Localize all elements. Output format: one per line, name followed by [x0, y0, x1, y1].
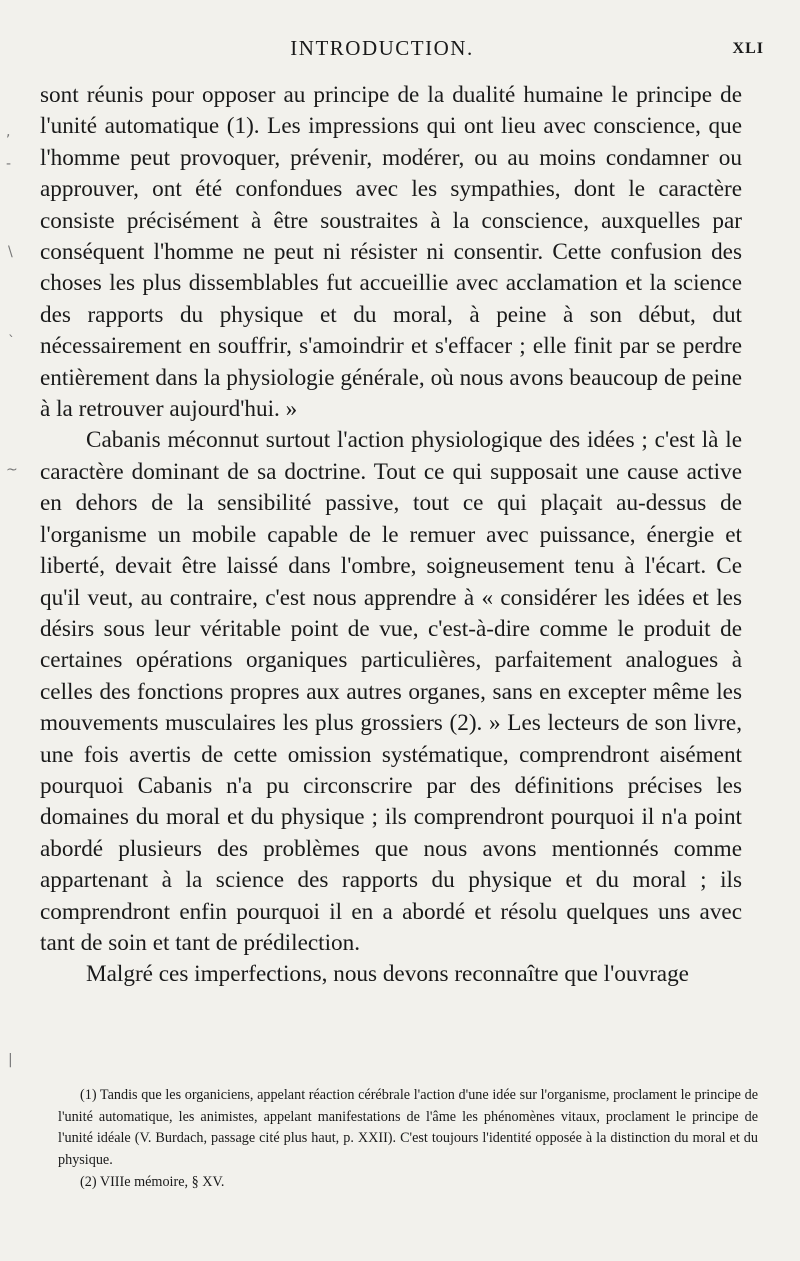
paragraph-continued: sont réunis pour opposer au principe de la dualité humaine le principe de l'unité automatique (1). Les impressions qui ont lieu avec conscience, que l'homme peut provoquer, prévenir, modérer, ou au moins condamner ou approuver, ont été confondues avec les sympathies, dont le caractère consiste précisément à être soustraites à la conscience, auxquelles par conséquent l'homme ne peut ni résister ni consentir. Cette confusion des choses les plus dissemblables fut accueillie avec acclamation et la science des rapports du physique et du moral, à peine à son début, dut nécessairement en souffrir, s'amoindrir et s'effacer ; elle finit par se perdre entièrement dans la physiologie générale, où nous avons beaucoup de peine à la retrouver aujourd'hui. » [40, 82, 742, 423]
body-text [40, 80, 742, 991]
margin-mark: \ [8, 244, 13, 260]
margin-mark: | [8, 1052, 13, 1068]
margin-mark: ` [8, 334, 15, 350]
paragraph: Cabanis méconnut surtout l'action physiologique des idées ; c'est là le caractère dominant de sa doctrine. Tout ce qui supposait une cause active en dehors de la sensibilité passive, tout ce qui plaçait au-dessus de l'organisme un mobile capable de le remuer avec puissance, énergie et liberté, devait être laissé dans l'ombre, soigneusement tenu à l'écart. Ce qu'il veut, au contraire, c'est nous apprendre à « considérer les idées et les désirs sous leur véritable point de vue, c'est-à-dire comme le produit de certaines opérations organiques particulières, parfaitement analogues à celles des fonctions propres aux autres organes, sans en excepter même les mouvements musculaires les plus grossiers (2). » Les lecteurs de son livre, une fois avertis de cette omission systématique, comprendront aisément pourquoi Cabanis n'a pu circonscrire par des définitions précises les domaines du moral et du physique ; ils comprendront pourquoi il n'a point abordé plusieurs des problèmes que nous avons mentionnés comme appartenant à la science des rapports du physique et du moral ; ils comprendront enfin pourquoi il en a abordé et résolu quelques uns avec tant de soin et tant de prédilection. [40, 427, 742, 956]
margin-mark: - [6, 156, 12, 172]
page-number: XLI [732, 40, 764, 57]
page-header [0, 36, 800, 66]
footnotes [58, 1085, 758, 1194]
footnote-2: (2) VIIIe mémoire, § XV. [80, 1174, 225, 1190]
running-title: INTRODUCTION. [290, 36, 474, 60]
margin-mark: ~ [6, 462, 18, 478]
paragraph: Malgré ces imperfections, nous devons reconnaître que l'ouvrage [86, 961, 689, 988]
margin-mark: , [6, 124, 11, 140]
footnote-1: (1) Tandis que les organiciens, appelant réaction cérébrale l'action d'une idée sur l'organisme, proclament le principe de l'unité automatique, les animistes, appelant manifestations de l'âme les phénomènes vitaux, proclament le principe de l'unité idéale (V. Burdach, passage cité plus haut, p. XXII). C'est toujours l'identité opposée à la distinction du moral et du physique. [58, 1087, 758, 1168]
